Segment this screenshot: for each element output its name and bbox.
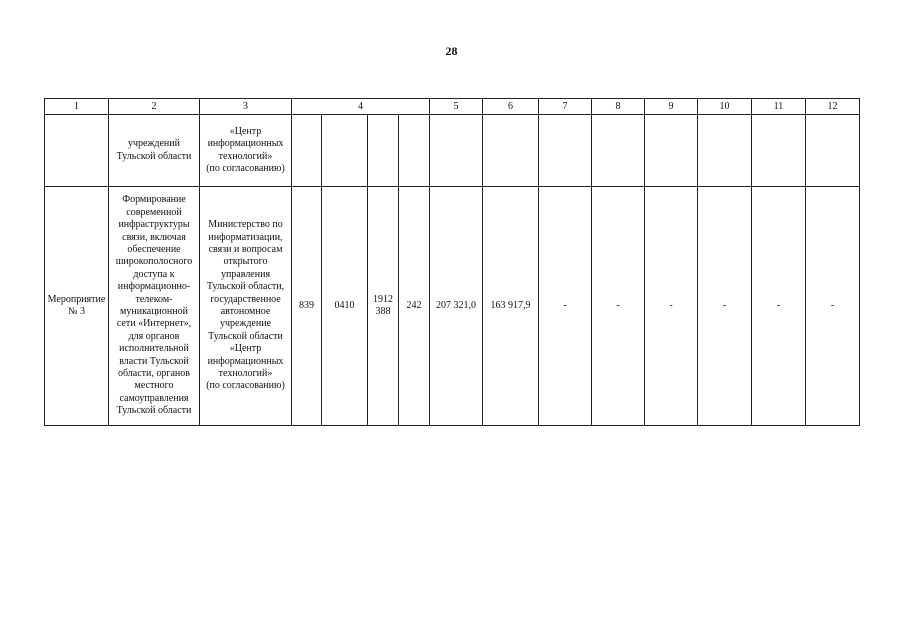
text-line: широкополосного xyxy=(115,256,193,268)
value-col8: - xyxy=(592,187,645,426)
header-cell: 2 xyxy=(109,99,200,115)
measure-row xyxy=(45,187,860,426)
text-line: телеком- xyxy=(135,293,173,305)
header-cell: 5 xyxy=(430,99,483,115)
value-col12: - xyxy=(806,187,860,426)
header-cell: 9 xyxy=(645,99,698,115)
text-line: открытого xyxy=(223,256,268,268)
text-line: технологий» xyxy=(218,150,273,162)
continuation-row xyxy=(45,115,860,187)
code-vr: 242 xyxy=(399,187,430,426)
value-col6: 163 917,9 xyxy=(483,187,539,426)
cell-empty xyxy=(698,115,752,187)
text-line: исполнительной xyxy=(119,343,189,355)
code-grbs: 839 xyxy=(292,187,322,426)
text-line: учреждение xyxy=(219,318,272,330)
text-line: связи, включая xyxy=(122,231,186,243)
text-line: информационных xyxy=(207,138,284,150)
cell-empty xyxy=(430,115,483,187)
cell-empty xyxy=(292,115,322,187)
responsible-continuation xyxy=(200,115,292,187)
text-line: Тульской области xyxy=(208,330,283,342)
header-cell: 11 xyxy=(752,99,806,115)
header-cell: 6 xyxy=(483,99,539,115)
text-line: для органов xyxy=(128,330,180,342)
text-line: Тульской области, xyxy=(206,281,285,293)
cell-empty xyxy=(368,115,399,187)
value-col5: 207 321,0 xyxy=(430,187,483,426)
text-line: Министерство по xyxy=(208,219,283,231)
text-line: Тульской области xyxy=(116,150,192,162)
cell-empty xyxy=(322,115,368,187)
text-line: самоуправления xyxy=(119,392,189,404)
header-cell: 7 xyxy=(539,99,592,115)
text-line: информационно- xyxy=(117,281,191,293)
executor-continuation xyxy=(109,115,200,187)
text-line: 388 xyxy=(375,306,391,317)
text-line: власти Тульской xyxy=(119,355,189,367)
cell-empty xyxy=(592,115,645,187)
code-csr xyxy=(368,187,399,426)
text-line: связи и вопросам xyxy=(208,243,283,255)
text-line: Тульской области xyxy=(116,405,192,417)
text-line: инфраструктуры xyxy=(118,219,190,231)
header-cell: 10 xyxy=(698,99,752,115)
text-line: Мероприятие xyxy=(47,293,106,305)
measure-name xyxy=(109,187,200,426)
text-line: (по согласованию) xyxy=(206,380,285,392)
cell-empty xyxy=(806,115,860,187)
header-cell: 3 xyxy=(200,99,292,115)
cell-empty xyxy=(483,115,539,187)
text-line: информатизации, xyxy=(208,231,283,243)
text-line: учреждений xyxy=(128,138,180,150)
measure-label xyxy=(45,187,109,426)
text-line: местного xyxy=(134,380,174,392)
value-col11: - xyxy=(752,187,806,426)
measures-table xyxy=(44,98,860,426)
page-number: 28 xyxy=(445,44,458,58)
text-line: технологий» xyxy=(218,368,273,380)
cell-empty xyxy=(752,115,806,187)
text-line: муникационной xyxy=(120,306,188,317)
text-line: автономное xyxy=(220,306,271,317)
value-col7: - xyxy=(539,187,592,426)
text-line: Формирование xyxy=(122,194,186,206)
cell-empty xyxy=(539,115,592,187)
cell-empty xyxy=(399,115,430,187)
code-rzpr: 0410 xyxy=(322,187,368,426)
text-line: 1912 xyxy=(373,293,393,305)
text-line: области, органов xyxy=(117,368,191,380)
value-col9: - xyxy=(645,187,698,426)
text-line: обеспечение xyxy=(127,243,181,255)
text-line: «Центр xyxy=(229,343,262,355)
text-line: сети «Интернет», xyxy=(116,318,192,330)
header-cell: 12 xyxy=(806,99,860,115)
measure-responsible xyxy=(200,187,292,426)
cell-empty xyxy=(45,115,109,187)
text-line: информационных xyxy=(207,355,284,367)
text-line: (по согласованию) xyxy=(206,162,285,174)
text-line: № 3 xyxy=(67,306,86,317)
value-col10: - xyxy=(698,187,752,426)
text-line: «Центр xyxy=(229,125,262,137)
header-cell: 4 xyxy=(292,99,430,115)
text-line: управления xyxy=(220,268,271,280)
text-line: современной xyxy=(126,206,182,218)
cell-empty xyxy=(645,115,698,187)
header-cell: 1 xyxy=(45,99,109,115)
header-row xyxy=(45,99,860,115)
text-line: государственное xyxy=(210,293,281,305)
text-line: доступа к xyxy=(133,268,175,280)
header-cell: 8 xyxy=(592,99,645,115)
